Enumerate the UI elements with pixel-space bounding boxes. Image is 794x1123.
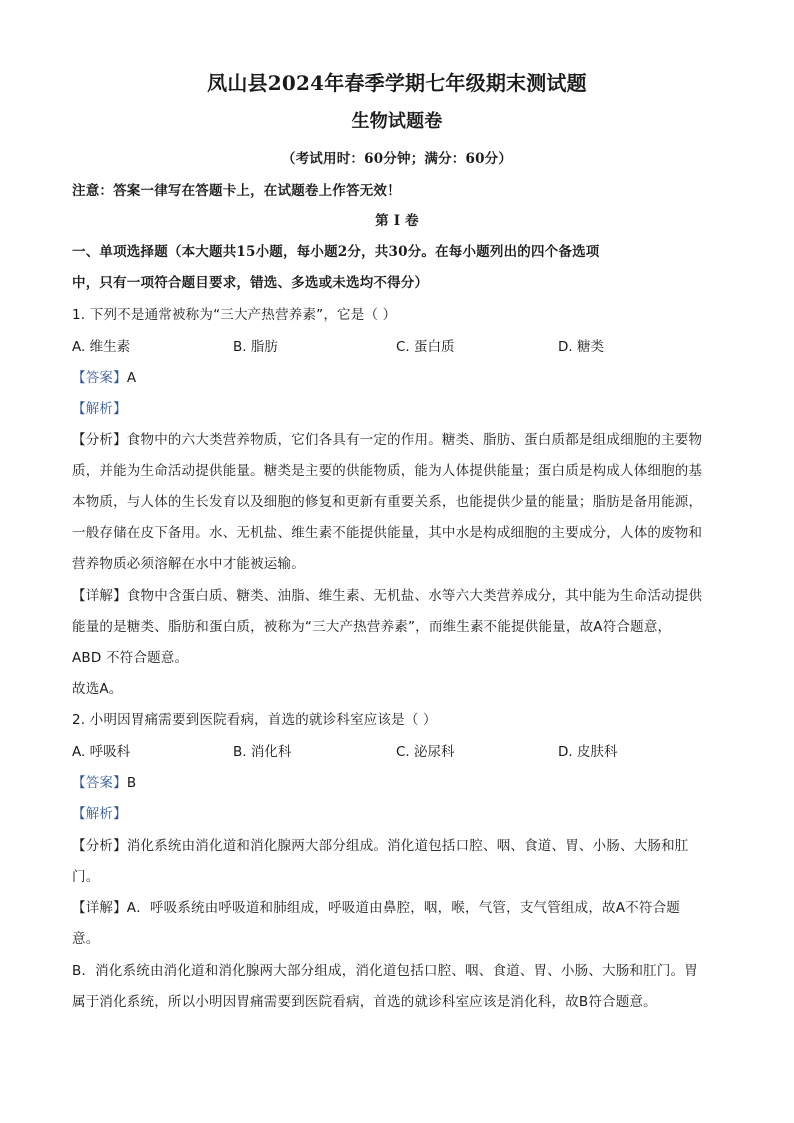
q2-answer bbox=[72, 773, 724, 793]
q1-analysis-line: 一般存储在皮下备用。水、无机盐、维生素不能提供能量，其中水是构成细胞的主要成分，人体的废物和 bbox=[72, 525, 703, 541]
q1-stem: 1. 下列不是通常被称为“三大产热营养素”，它是（ ） bbox=[72, 307, 397, 323]
q1-detail-line: 【详解】食物中含蛋白质、糖类、油脂、维生素、无机盐、水等六大类营养成分，其中能为生命活动提供 bbox=[72, 588, 703, 604]
exam-title: 凤山县2024年春季学期七年级期末测试题 bbox=[207, 71, 587, 95]
q1-analysis-line: 【分析】食物中的六大类营养物质，它们各具有一定的作用。糖类、脂肪、蛋白质都是组成细胞的主要物 bbox=[72, 432, 703, 448]
q2-option-d: D. 皮肤科 bbox=[558, 744, 618, 760]
q2-detail-line: 【详解】A．呼吸系统由呼吸道和肺组成，呼吸道由鼻腔，咽，喉，气管，支气管组成，故A不符合题 bbox=[72, 900, 680, 916]
section-heading-line1: 一、单项选择题（本大题共15小题，每小题2分，共30分。在每小题列出的四个备选项 bbox=[72, 244, 600, 260]
q1-option-d: D. 糖类 bbox=[558, 339, 604, 355]
volume-label: 第 I 卷 bbox=[375, 213, 419, 229]
exam-subtitle: 生物试题卷 bbox=[351, 111, 443, 132]
answer-value: A bbox=[126, 370, 137, 386]
q1-conclusion: 故选A。 bbox=[72, 681, 123, 697]
q1-detail-line: 能量的是糖类、脂肪和蛋白质，被称为“三大产热营养素”，而维生素不能提供能量，故A符合题意， bbox=[72, 619, 672, 635]
q2-option-c: C. 泌尿科 bbox=[396, 744, 455, 760]
q2-detail-line: B．消化系统由消化道和消化腺两大部分组成，消化道包括口腔、咽、食道、胃、小肠、大肠和肛门。胃 bbox=[72, 963, 698, 979]
q1-jiexi-tag: 【解析】 bbox=[72, 401, 127, 417]
answer-tag: 【答案】 bbox=[72, 775, 127, 791]
answer-value: B bbox=[126, 775, 137, 791]
q2-detail-line: 意。 bbox=[72, 931, 100, 947]
q1-option-a: A. 维生素 bbox=[72, 339, 131, 355]
q1-option-b: B. 脂肪 bbox=[233, 339, 278, 355]
q1-analysis-line: 质，并能为生命活动提供能量。糖类是主要的供能物质，能为人体提供能量；蛋白质是构成人体细胞的基 bbox=[72, 463, 703, 479]
q2-detail-line: 属于消化系统，所以小明因胃痛需要到医院看病，首选的就诊科室应该是消化科，故B符合题意。 bbox=[72, 994, 657, 1010]
q1-analysis-line: 本物质，与人体的生长发育以及细胞的修复和更新有重要关系，也能提供少量的能量；脂肪是备用能源， bbox=[72, 494, 703, 510]
answer-tag: 【答案】 bbox=[72, 370, 127, 386]
notice: 注意：答案一律写在答题卡上，在试题卷上作答无效！ bbox=[72, 183, 401, 199]
q2-jiexi-tag: 【解析】 bbox=[72, 806, 127, 822]
q2-analysis-line: 门。 bbox=[72, 869, 100, 885]
q2-analysis-line: 【分析】消化系统由消化道和消化腺两大部分组成。消化道包括口腔、咽、食道、胃、小肠、大肠和肛 bbox=[72, 838, 689, 854]
q2-option-b: B. 消化科 bbox=[233, 744, 292, 760]
q1-detail-line: ABD 不符合题意。 bbox=[72, 650, 189, 666]
q2-stem: 2. 小明因胃痛需要到医院看病，首选的就诊科室应该是（ ） bbox=[72, 712, 437, 728]
q2-option-a: A. 呼吸科 bbox=[72, 744, 131, 760]
section-heading-line2: 中，只有一项符合题目要求，错选、多选或未选均不得分） bbox=[72, 275, 429, 291]
q1-answer bbox=[72, 368, 724, 388]
exam-info: （考试用时：60分钟；满分：60分） bbox=[281, 151, 513, 167]
q1-option-c: C. 蛋白质 bbox=[396, 339, 455, 355]
q1-analysis-line: 营养物质必须溶解在水中才能被运输。 bbox=[72, 556, 305, 572]
